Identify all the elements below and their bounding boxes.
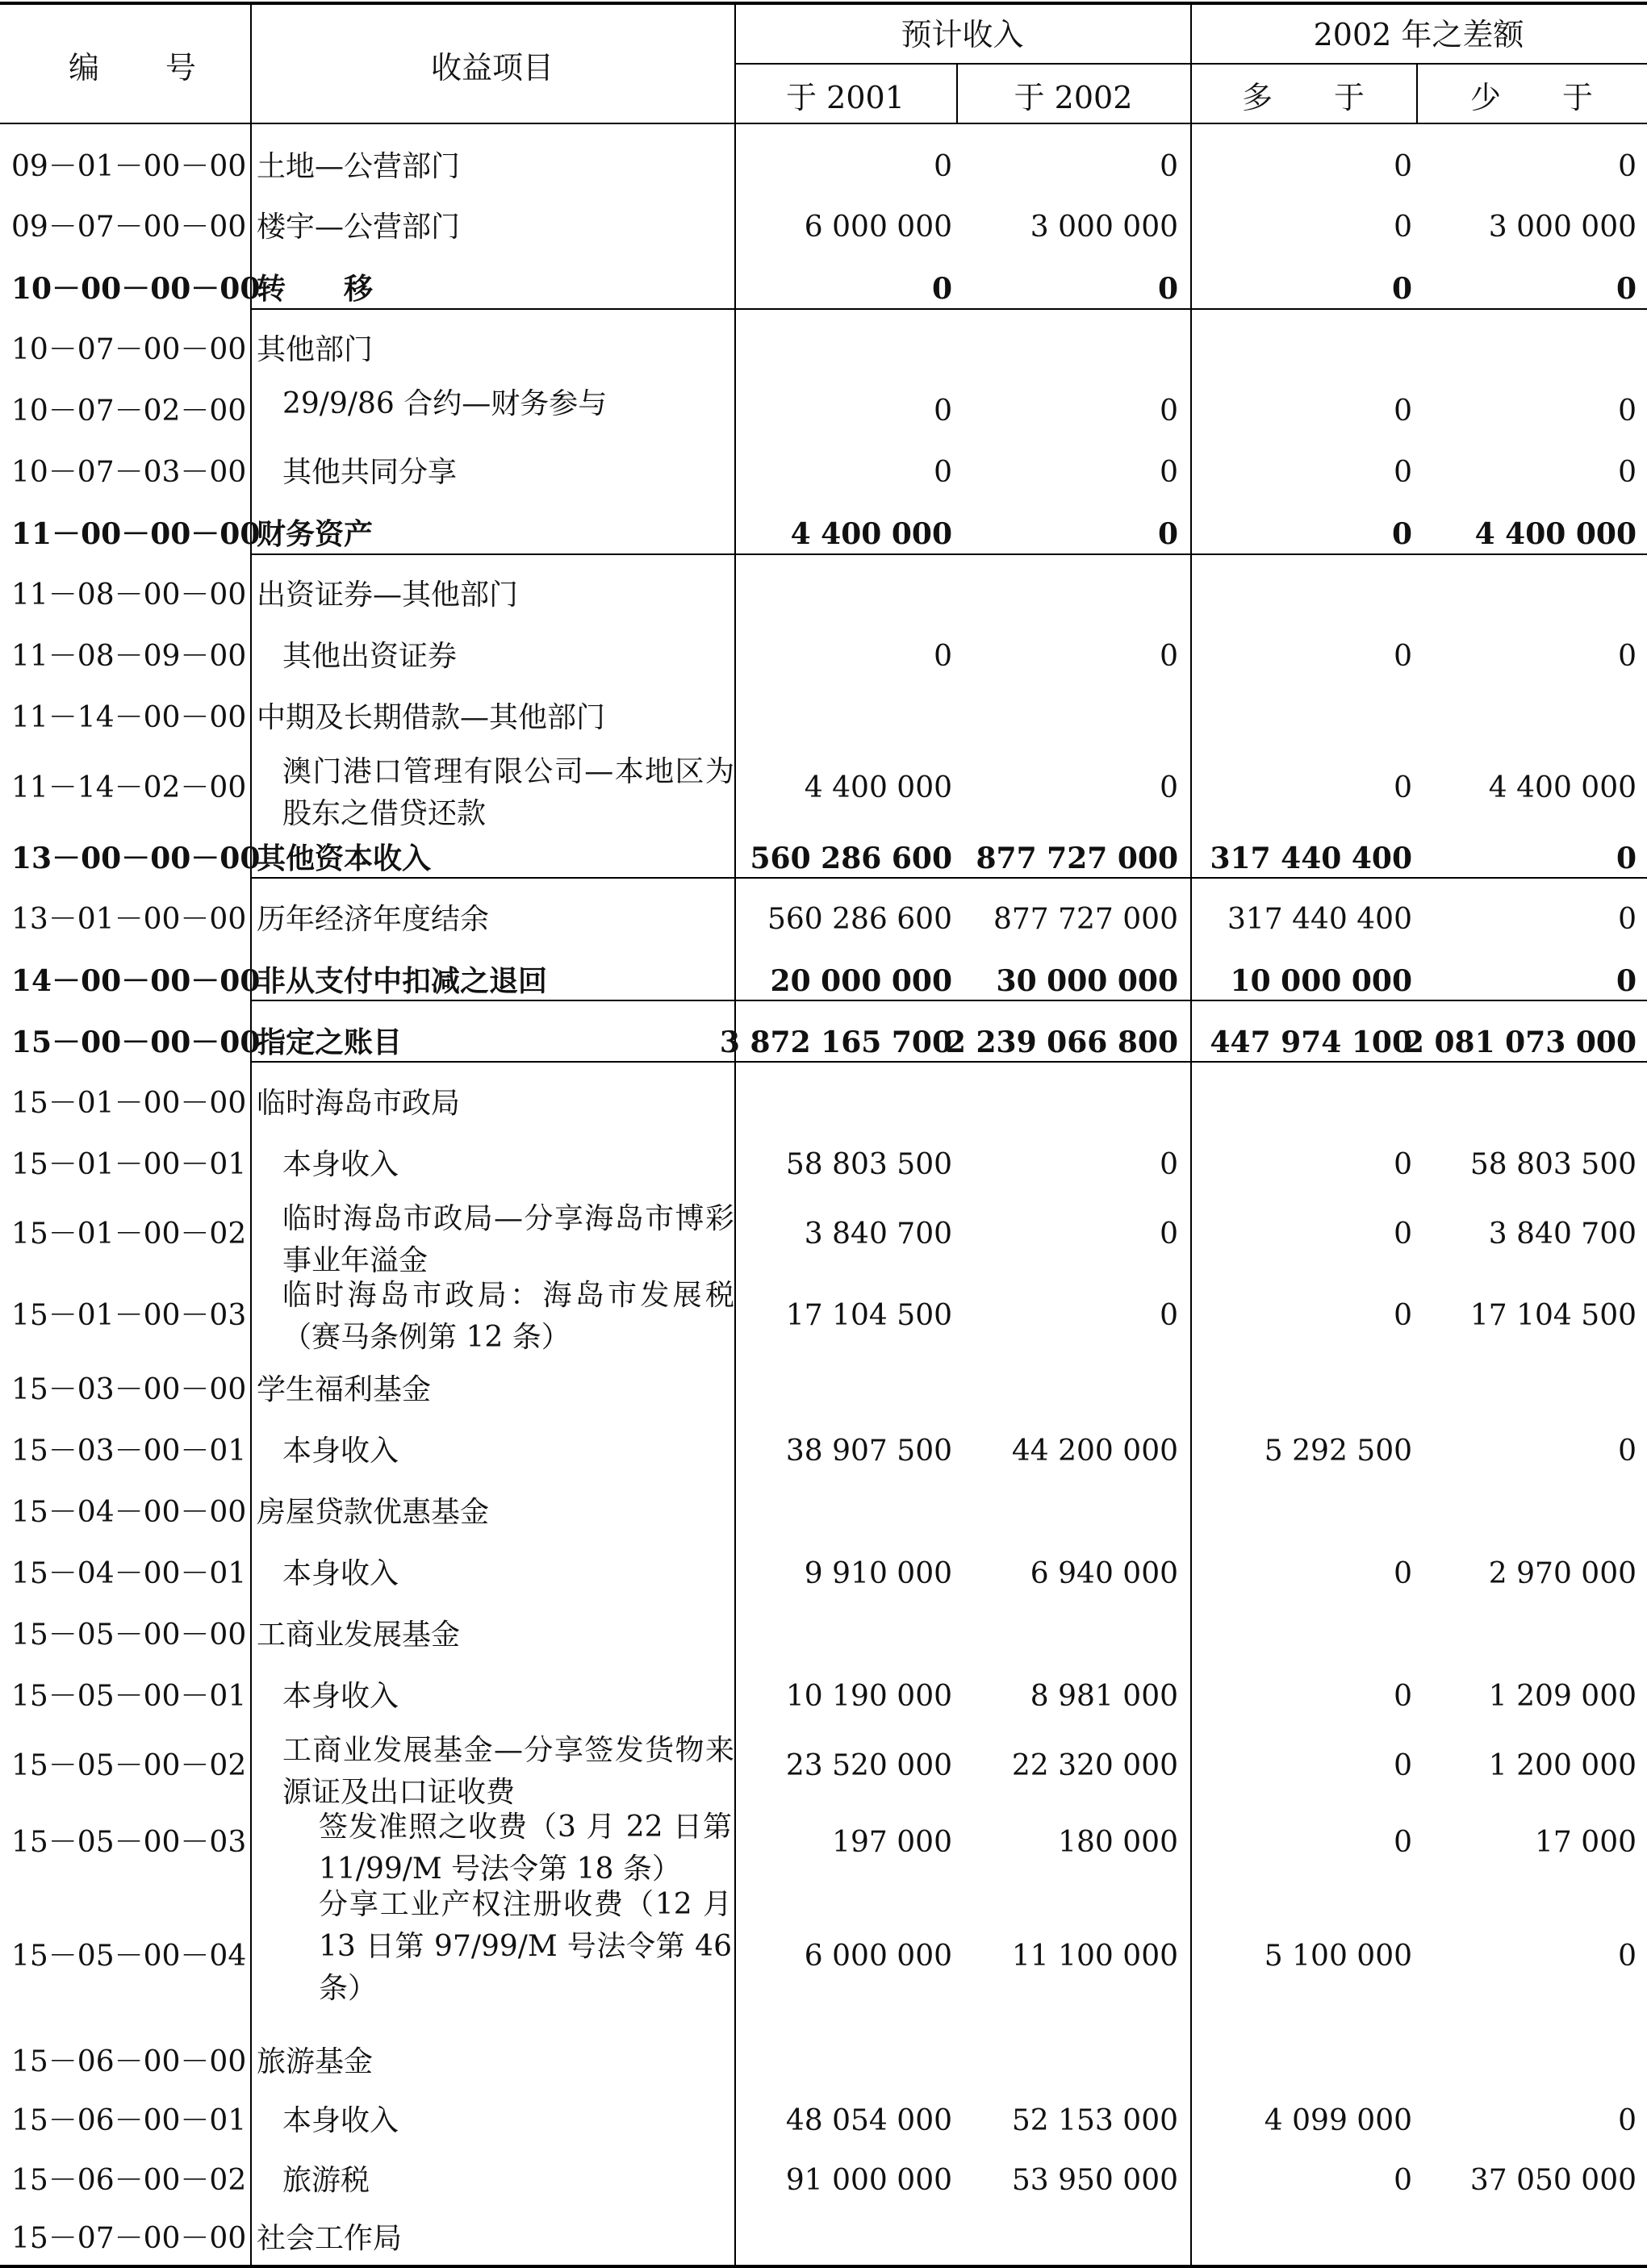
- row-value-more: 0: [1394, 771, 1412, 804]
- row-value-less: 0: [1618, 456, 1637, 489]
- row-value-2001: [734, 2214, 952, 2263]
- row-code: 11－14－02－00: [11, 771, 247, 804]
- row-value-more: [1194, 690, 1412, 746]
- row-value-2002: [960, 690, 1178, 746]
- row-value-2001: [734, 690, 952, 746]
- row-value-2001: 0: [934, 640, 952, 673]
- row-item: 本身收入: [282, 1557, 399, 1590]
- row-value-less: 17 104 500: [1469, 1299, 1637, 1332]
- row-value-2001: 3 872 165 700: [719, 1025, 952, 1059]
- row-value-2001: 48 054 000: [785, 2104, 952, 2137]
- row-value-2001: 560 286 600: [750, 842, 952, 875]
- row-value-2001: 6 000 000: [804, 1940, 952, 1973]
- row-value-less: 2 081 073 000: [1403, 1025, 1637, 1059]
- row-value-less: [1422, 567, 1637, 624]
- row-code: 15－05－00－02: [11, 1748, 247, 1782]
- header-forecast: 预计收入: [901, 17, 1024, 52]
- row-value-more: 0: [1394, 456, 1412, 489]
- row-value-less: 58 803 500: [1469, 1148, 1637, 1181]
- row-value-more: 317 440 400: [1210, 842, 1412, 875]
- row-code: 10－00－00－00: [11, 272, 261, 306]
- column-rule: [250, 3, 252, 2265]
- row-value-2002: 30 000 000: [996, 964, 1178, 998]
- row-code: 15－06－00－02: [11, 2163, 247, 2197]
- table-rule: [0, 2, 1647, 5]
- row-value-more: [1194, 322, 1412, 378]
- row-value-less: 1 200 000: [1488, 1748, 1637, 1782]
- row-item: 房屋贷款优惠基金: [257, 1496, 490, 1529]
- row-value-2001: 6 000 000: [804, 211, 952, 244]
- row-value-2001: 91 000 000: [785, 2163, 952, 2197]
- row-value-2002: 3 000 000: [1030, 211, 1178, 244]
- header-less: 少 于: [1469, 80, 1593, 115]
- row-value-more: [1194, 1607, 1412, 1664]
- row-value-less: 0: [1618, 640, 1637, 673]
- row-item: 临时海岛市政局—分享海岛市博彩事业年溢金: [282, 1202, 734, 1277]
- row-value-less: 4 400 000: [1488, 771, 1637, 804]
- row-value-less: 0: [1618, 149, 1637, 183]
- row-code: 15－05－00－01: [11, 1680, 247, 1713]
- row-value-more: 0: [1394, 1299, 1412, 1332]
- column-rule: [1416, 63, 1418, 123]
- row-value-2002: 0: [1160, 149, 1178, 183]
- row-item: 签发准照之收费（3 月 22 日第 11/99/M 号法令第 18 条）: [319, 1811, 732, 1886]
- row-value-2001: 4 400 000: [804, 771, 952, 804]
- row-code: 15－06－00－01: [11, 2104, 247, 2137]
- column-rule: [1190, 3, 1192, 2265]
- row-value-2002: [960, 2214, 1178, 2263]
- row-value-less: [1422, 322, 1637, 378]
- row-code: 15－01－00－03: [11, 1299, 247, 1332]
- row-item: 其他共同分享: [282, 456, 458, 489]
- row-item: 工商业发展基金—分享签发货物来源证及出口证收费: [282, 1734, 734, 1809]
- row-code: 13－00－00－00: [11, 842, 261, 875]
- row-value-more: [1194, 1076, 1412, 1132]
- row-code: 10－07－03－00: [11, 456, 247, 489]
- row-value-2001: [734, 1362, 952, 1418]
- row-value-less: [1422, 1485, 1637, 1541]
- row-value-2001: 0: [934, 149, 952, 183]
- row-item: 非从支付中扣减之退回: [257, 964, 548, 998]
- row-value-2001: 38 907 500: [785, 1435, 952, 1468]
- row-item: 历年经济年度结余: [257, 903, 490, 936]
- row-item: 旅游基金: [257, 2045, 374, 2078]
- row-value-more: 5 292 500: [1264, 1435, 1412, 1468]
- row-item: 分享工业产权注册收费（12 月 13 日第 97/99/M 号法令第 46 条）: [319, 1888, 732, 2005]
- header-more: 多 于: [1241, 80, 1365, 115]
- row-value-less: 1 209 000: [1488, 1680, 1637, 1713]
- row-value-more: 0: [1391, 517, 1412, 551]
- row-value-more: [1194, 2214, 1412, 2263]
- header-diff: 2002 年之差额: [1313, 17, 1524, 52]
- row-value-2002: 53 950 000: [1011, 2163, 1178, 2197]
- row-item: 旅游税: [282, 2163, 370, 2197]
- row-value-2002: [960, 1485, 1178, 1541]
- row-item: 其他出资证券: [282, 640, 458, 673]
- row-value-2001: [734, 1076, 952, 1132]
- row-value-2001: [734, 1607, 952, 1664]
- row-value-2002: [960, 322, 1178, 378]
- row-value-2002: 0: [1160, 456, 1178, 489]
- row-value-2002: 877 727 000: [993, 903, 1178, 936]
- header-code: 编 号: [68, 50, 198, 86]
- row-code: 11－08－09－00: [11, 640, 247, 673]
- row-value-less: [1422, 1076, 1637, 1132]
- row-code: 15－05－00－04: [11, 1940, 247, 1973]
- row-value-less: [1422, 690, 1637, 746]
- row-code: 14－00－00－00: [11, 964, 261, 998]
- row-code: 11－08－00－00: [11, 578, 247, 612]
- row-value-2001: 3 840 700: [804, 1217, 952, 1251]
- row-value-2002: 11 100 000: [1011, 1940, 1178, 1973]
- row-value-2002: 0: [1160, 1148, 1178, 1181]
- row-value-more: 5 100 000: [1264, 1940, 1412, 1973]
- row-item: 土地—公营部门: [257, 149, 461, 183]
- row-value-less: [1422, 1607, 1637, 1664]
- row-value-2002: 2 239 066 800: [945, 1025, 1178, 1059]
- row-value-2001: 10 190 000: [785, 1680, 952, 1713]
- header-item: 收益项目: [430, 50, 554, 86]
- row-value-more: 447 974 100: [1210, 1025, 1412, 1059]
- row-item: 楼宇—公营部门: [257, 211, 461, 244]
- row-code: 15－01－00－01: [11, 1148, 247, 1181]
- row-value-more: 10 000 000: [1230, 964, 1412, 998]
- row-code: 15－01－00－02: [11, 1217, 247, 1251]
- row-item: 29/9/86 合约—财务参与: [282, 387, 608, 420]
- row-value-2002: 0: [1160, 1299, 1178, 1332]
- row-code: 15－03－00－01: [11, 1435, 247, 1468]
- row-value-2002: 22 320 000: [1011, 1748, 1178, 1782]
- row-value-less: [1422, 2214, 1637, 2263]
- row-code: 15－04－00－00: [11, 1496, 247, 1529]
- row-value-2001: 17 104 500: [785, 1299, 952, 1332]
- row-value-2002: 0: [1160, 771, 1178, 804]
- row-value-less: 0: [1618, 2104, 1637, 2137]
- row-value-2001: 197 000: [832, 1826, 952, 1859]
- row-value-less: 0: [1618, 1940, 1637, 1973]
- row-code: 15－03－00－00: [11, 1373, 247, 1406]
- row-value-2002: [960, 2034, 1178, 2090]
- row-item: 学生福利基金: [257, 1373, 432, 1406]
- row-value-2001: [734, 1485, 952, 1541]
- row-value-less: 0: [1618, 395, 1637, 428]
- row-value-more: 0: [1394, 1217, 1412, 1251]
- row-value-less: 0: [1616, 964, 1637, 998]
- row-value-2001: 20 000 000: [770, 964, 952, 998]
- row-value-less: [1422, 2034, 1637, 2090]
- row-value-2001: 560 286 600: [767, 903, 952, 936]
- row-value-more: 0: [1394, 395, 1412, 428]
- row-value-more: [1194, 2034, 1412, 2090]
- row-value-2002: 0: [1160, 395, 1178, 428]
- row-value-2002: [960, 1607, 1178, 1664]
- row-value-2002: [960, 1362, 1178, 1418]
- row-item: 澳门港口管理有限公司—本地区为股东之借贷还款: [282, 755, 734, 830]
- row-value-more: 0: [1394, 2163, 1412, 2197]
- header-2001: 于 2001: [786, 80, 905, 115]
- row-value-more: 0: [1394, 1680, 1412, 1713]
- row-value-2001: 58 803 500: [785, 1148, 952, 1181]
- column-rule: [956, 63, 958, 123]
- row-code: 15－05－00－00: [11, 1619, 247, 1652]
- row-code: 11－14－00－00: [11, 701, 247, 734]
- row-value-less: 17 000: [1535, 1826, 1637, 1859]
- table-rule: [0, 2265, 1647, 2268]
- row-value-2002: 0: [1157, 272, 1178, 306]
- row-item: 中期及长期借款—其他部门: [257, 701, 606, 734]
- row-value-more: 0: [1391, 272, 1412, 306]
- row-value-2002: 0: [1160, 640, 1178, 673]
- row-value-2002: 8 981 000: [1030, 1680, 1178, 1713]
- row-value-more: [1194, 1485, 1412, 1541]
- row-code: 15－06－00－00: [11, 2045, 247, 2078]
- row-value-2001: [734, 2034, 952, 2090]
- row-code: 09－07－00－00: [11, 211, 247, 244]
- row-value-less: [1422, 1362, 1637, 1418]
- row-value-more: 4 099 000: [1264, 2104, 1412, 2137]
- row-value-more: 0: [1394, 1748, 1412, 1782]
- row-value-2002: [960, 1076, 1178, 1132]
- row-item: 本身收入: [282, 1680, 399, 1713]
- row-value-less: 0: [1618, 1435, 1637, 1468]
- row-code: 15－05－00－03: [11, 1826, 247, 1859]
- row-value-more: 0: [1394, 640, 1412, 673]
- row-code: 10－07－02－00: [11, 395, 247, 428]
- row-value-more: 0: [1394, 1148, 1412, 1181]
- row-code: 11－00－00－00: [11, 517, 261, 551]
- row-value-2002: 6 940 000: [1030, 1557, 1178, 1590]
- row-value-less: 3 000 000: [1488, 211, 1637, 244]
- row-value-more: 0: [1394, 1826, 1412, 1859]
- row-value-more: 0: [1394, 1557, 1412, 1590]
- row-value-less: 3 840 700: [1488, 1217, 1637, 1251]
- row-value-2002: 0: [1160, 1217, 1178, 1251]
- row-value-more: [1194, 567, 1412, 624]
- row-value-2001: [734, 322, 952, 378]
- row-item: 工商业发展基金: [257, 1619, 461, 1652]
- row-value-more: [1194, 1362, 1412, 1418]
- row-value-2002: 877 727 000: [976, 842, 1178, 875]
- row-code: 15－01－00－00: [11, 1087, 247, 1120]
- row-item: 本身收入: [282, 2104, 399, 2137]
- row-item: 临时海岛市政局: [257, 1087, 461, 1120]
- row-code: 09－01－00－00: [11, 149, 247, 183]
- row-value-2001: 0: [934, 456, 952, 489]
- row-code: 10－07－00－00: [11, 333, 247, 366]
- row-code: 13－01－00－00: [11, 903, 247, 936]
- row-code: 15－04－00－01: [11, 1557, 247, 1590]
- row-value-2002: [960, 567, 1178, 624]
- row-item: 其他资本收入: [257, 842, 432, 875]
- row-item: 社会工作局: [257, 2221, 403, 2255]
- row-item: 临时海岛市政局：海岛市发展税（赛马条例第 12 条）: [282, 1279, 734, 1354]
- row-value-2002: 180 000: [1058, 1826, 1178, 1859]
- row-value-2002: 0: [1157, 517, 1178, 551]
- row-value-2002: 52 153 000: [1011, 2104, 1178, 2137]
- row-item: 其他部门: [257, 333, 374, 366]
- row-value-2001: 0: [931, 272, 952, 306]
- row-value-more: 0: [1394, 149, 1412, 183]
- row-value-2001: 23 520 000: [785, 1748, 952, 1782]
- row-item: 出资证券—其他部门: [257, 578, 519, 612]
- row-code: 15－07－00－00: [11, 2221, 247, 2255]
- row-value-more: 0: [1394, 211, 1412, 244]
- row-value-less: 0: [1618, 903, 1637, 936]
- table-rule: [0, 123, 1647, 124]
- row-value-2001: 0: [934, 395, 952, 428]
- row-item: 本身收入: [282, 1148, 399, 1181]
- row-item: 财务资产: [257, 517, 374, 551]
- row-item: 指定之账目: [257, 1025, 403, 1059]
- row-value-less: 0: [1616, 842, 1637, 875]
- row-value-less: 37 050 000: [1469, 2163, 1637, 2197]
- row-value-less: 4 400 000: [1474, 517, 1637, 551]
- header-2002: 于 2002: [1014, 80, 1133, 115]
- row-value-2001: [734, 567, 952, 624]
- row-value-2001: 9 910 000: [804, 1557, 952, 1590]
- row-value-less: 2 970 000: [1488, 1557, 1637, 1590]
- row-item: 本身收入: [282, 1435, 399, 1468]
- row-value-2001: 4 400 000: [790, 517, 952, 551]
- row-value-more: 317 440 400: [1227, 903, 1412, 936]
- row-item: 转 移: [257, 272, 374, 306]
- row-value-less: 0: [1616, 272, 1637, 306]
- row-value-2002: 44 200 000: [1011, 1435, 1178, 1468]
- row-code: 15－00－00－00: [11, 1025, 261, 1059]
